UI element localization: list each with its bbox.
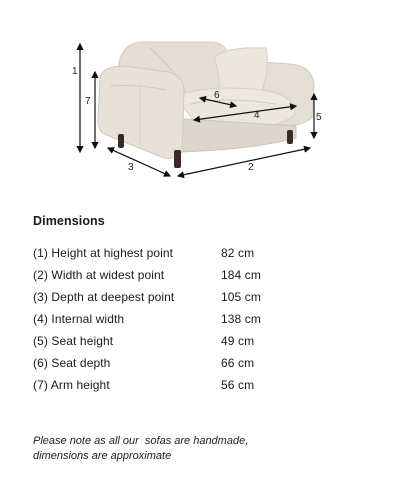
dimension-row-height-highest (33, 242, 293, 264)
dimension-value: 138 cm (221, 312, 261, 326)
dimension-value: 105 cm (221, 290, 261, 304)
sofa-dimension-diagram (0, 0, 400, 200)
dimension-name: (2) Width at widest point (33, 268, 165, 282)
handmade-note-line-1: Please note as all our sofas are handmade, (33, 435, 249, 447)
dimension-row-seat-height (33, 330, 293, 352)
dimension-name: (4) Internal width (33, 312, 125, 326)
dimension-value: 82 cm (221, 246, 255, 260)
dimension-value: 49 cm (221, 334, 255, 348)
dimension-row-width-widest (33, 264, 293, 286)
dimension-name: (6) Seat depth (33, 356, 111, 370)
dimension-name: (7) Arm height (33, 378, 110, 392)
sofa-illustration (98, 42, 314, 168)
label-seat-depth: 6 (214, 90, 220, 101)
dimension-value: 56 cm (221, 378, 255, 392)
dimension-row-seat-depth (33, 352, 293, 374)
label-width-widest: 2 (248, 162, 254, 173)
dimension-row-internal-width (33, 308, 293, 330)
handmade-note (33, 434, 363, 464)
dimension-value: 184 cm (221, 268, 261, 282)
label-height-highest: 1 (72, 66, 78, 77)
dimension-row-arm-height (33, 374, 293, 396)
label-internal-width: 4 (254, 110, 260, 121)
handmade-note-line-2: dimensions are approximate (33, 450, 172, 462)
dimensions-list (33, 242, 293, 396)
label-depth-deepest: 3 (128, 162, 134, 173)
dimension-row-depth-deepest (33, 286, 293, 308)
dimensions-title: Dimensions (33, 214, 105, 228)
dimension-name: (5) Seat height (33, 334, 114, 348)
label-seat-height: 5 (316, 112, 322, 123)
dimension-name: (1) Height at highest point (33, 246, 174, 260)
dimension-value: 66 cm (221, 356, 255, 370)
dimension-name: (3) Depth at deepest point (33, 290, 175, 304)
label-arm-height: 7 (85, 96, 91, 107)
